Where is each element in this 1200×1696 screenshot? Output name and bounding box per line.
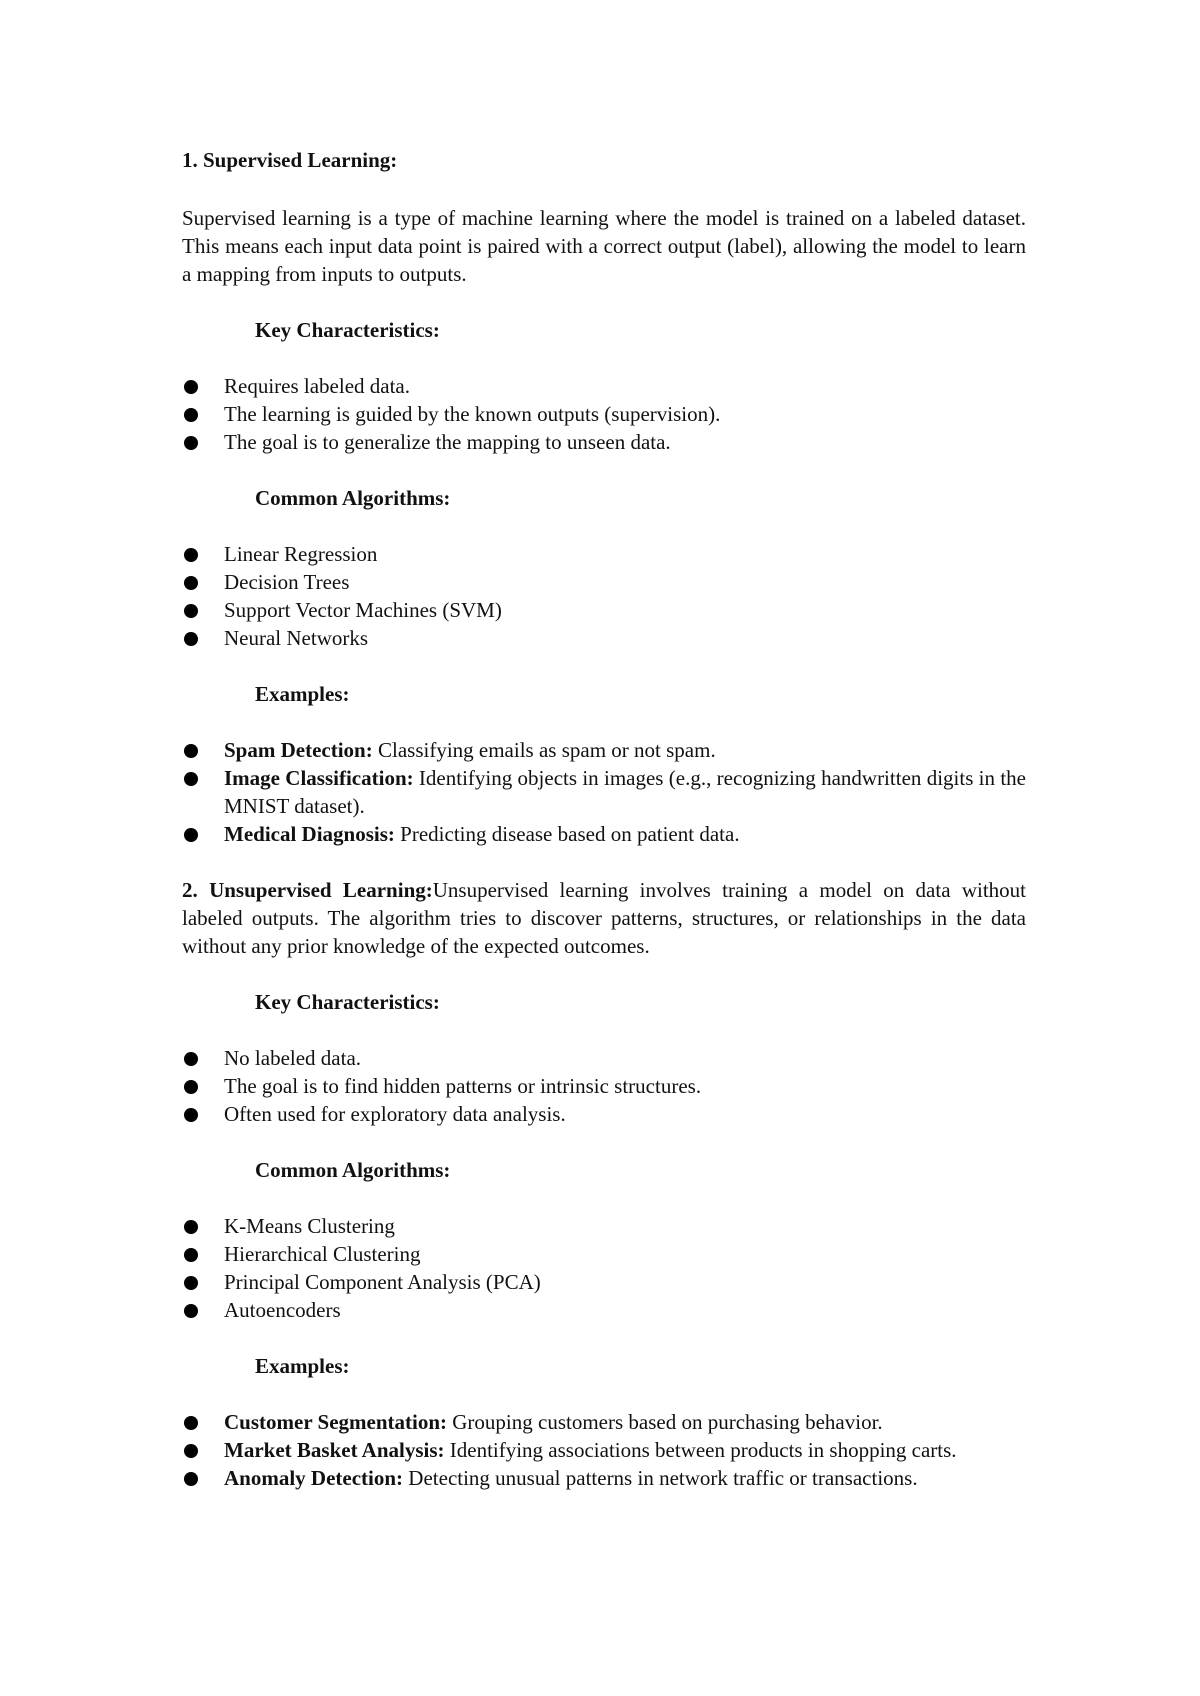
list-item: Medical Diagnosis: Predicting disease based on patient data. <box>182 820 1026 848</box>
supervised-examples-list <box>182 736 1026 848</box>
unsupervised-examples-list <box>182 1408 1026 1492</box>
bullet-icon <box>184 436 198 450</box>
list-item: No labeled data. <box>182 1044 1026 1072</box>
list-item: Linear Regression <box>182 540 1026 568</box>
bullet-icon <box>184 1220 198 1234</box>
unsupervised-section-paragraph <box>182 876 1026 960</box>
supervised-algorithms-list <box>182 540 1026 652</box>
list-item: Market Basket Analysis: Identifying associations between products in shopping carts. <box>182 1436 1026 1464</box>
list-item: Often used for exploratory data analysis. <box>182 1100 1026 1128</box>
bullet-icon <box>184 1416 198 1430</box>
list-item: Support Vector Machines (SVM) <box>182 596 1026 624</box>
bullet-icon <box>184 1304 198 1318</box>
bullet-icon <box>184 576 198 590</box>
list-item: Hierarchical Clustering <box>182 1240 1026 1268</box>
unsupervised-intro-paragraph: Unsupervised learning involves training a model on data without labeled outputs. The algorithm tries to discover patterns, structures, or relationships in the data without any prior knowledge of the expected outcomes. <box>182 878 1027 958</box>
supervised-key-characteristics-list <box>182 372 1026 456</box>
list-item: K-Means Clustering <box>182 1212 1026 1240</box>
bullet-icon <box>184 744 198 758</box>
bullet-icon <box>184 1108 198 1122</box>
bullet-icon <box>184 1248 198 1262</box>
bullet-icon <box>184 548 198 562</box>
list-item: Requires labeled data. <box>182 372 1026 400</box>
list-item: The goal is to generalize the mapping to unseen data. <box>182 428 1026 456</box>
bullet-icon <box>184 1444 198 1458</box>
bullet-icon <box>184 380 198 394</box>
unsupervised-algorithms-list <box>182 1212 1026 1324</box>
supervised-common-algorithms-title: Common Algorithms: <box>255 486 451 510</box>
list-item: Spam Detection: Classifying emails as spam or not spam. <box>182 736 1026 764</box>
bullet-icon <box>184 604 198 618</box>
bullet-icon <box>184 828 198 842</box>
supervised-examples-title: Examples: <box>255 682 350 706</box>
unsupervised-key-characteristics-list <box>182 1044 1026 1128</box>
list-item: Image Classification: Identifying objects in images (e.g., recognizing handwritten digits in the MNIST dataset). <box>182 764 1026 820</box>
list-item: Principal Component Analysis (PCA) <box>182 1268 1026 1296</box>
bullet-icon <box>184 1276 198 1290</box>
section-heading-unsupervised: 2. Unsupervised Learning: <box>182 878 433 902</box>
supervised-intro-paragraph: Supervised learning is a type of machine learning where the model is trained on a labeled dataset. This means each input data point is paired with a correct output (label), allowing the model to learn a mapping from inputs to outputs. <box>182 206 1026 286</box>
list-item: Anomaly Detection: Detecting unusual patterns in network traffic or transactions. <box>182 1464 1026 1492</box>
bullet-icon <box>184 1052 198 1066</box>
list-item: The learning is guided by the known outputs (supervision). <box>182 400 1026 428</box>
list-item: Decision Trees <box>182 568 1026 596</box>
unsupervised-common-algorithms-title: Common Algorithms: <box>255 1158 451 1182</box>
list-item: Autoencoders <box>182 1296 1026 1324</box>
supervised-key-characteristics-title: Key Characteristics: <box>255 318 440 342</box>
list-item: Neural Networks <box>182 624 1026 652</box>
list-item: Customer Segmentation: Grouping customers based on purchasing behavior. <box>182 1408 1026 1436</box>
bullet-icon <box>184 1080 198 1094</box>
bullet-icon <box>184 408 198 422</box>
section-heading-supervised: 1. Supervised Learning: <box>182 148 398 172</box>
bullet-icon <box>184 632 198 646</box>
bullet-icon <box>184 772 198 786</box>
unsupervised-key-characteristics-title: Key Characteristics: <box>255 990 440 1014</box>
bullet-icon <box>184 1472 198 1486</box>
list-item: The goal is to find hidden patterns or intrinsic structures. <box>182 1072 1026 1100</box>
unsupervised-examples-title: Examples: <box>255 1354 350 1378</box>
